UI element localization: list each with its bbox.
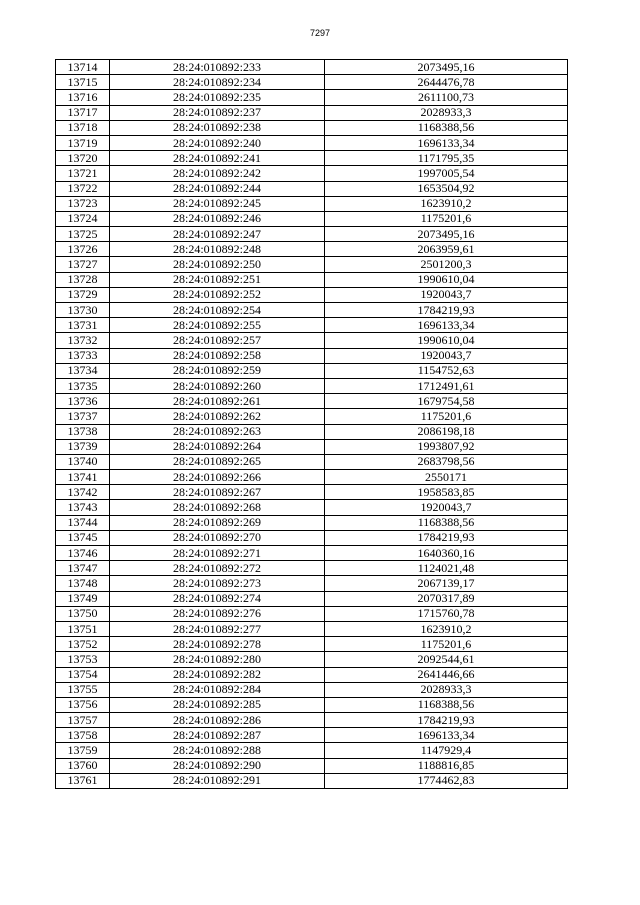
table-row bbox=[56, 409, 568, 424]
row-number-cell: 13753 bbox=[56, 652, 110, 667]
page-number: 7297 bbox=[309, 28, 331, 38]
cadastral-value-cell: 1997005,54 bbox=[325, 166, 568, 181]
row-number-cell: 13736 bbox=[56, 394, 110, 409]
table-row bbox=[56, 287, 568, 302]
cadastral-value-cell: 1715760,78 bbox=[325, 606, 568, 621]
row-number-cell: 13719 bbox=[56, 135, 110, 150]
row-number-cell: 13738 bbox=[56, 424, 110, 439]
cadastral-value-cell: 2501200,3 bbox=[325, 257, 568, 272]
cadastral-number-cell: 28:24:010892:254 bbox=[110, 303, 325, 318]
row-number-cell: 13760 bbox=[56, 758, 110, 773]
row-number-cell: 13735 bbox=[56, 378, 110, 393]
row-number-cell: 13749 bbox=[56, 591, 110, 606]
cadastral-value-cell: 1920043,7 bbox=[325, 348, 568, 363]
cadastral-number-cell: 28:24:010892:277 bbox=[110, 621, 325, 636]
row-number-cell: 13732 bbox=[56, 333, 110, 348]
table-row bbox=[56, 394, 568, 409]
row-number-cell: 13759 bbox=[56, 743, 110, 758]
row-number-cell: 13734 bbox=[56, 363, 110, 378]
table-row bbox=[56, 60, 568, 75]
cadastral-number-cell: 28:24:010892:237 bbox=[110, 105, 325, 120]
cadastral-value-cell: 1175201,6 bbox=[325, 637, 568, 652]
row-number-cell: 13717 bbox=[56, 105, 110, 120]
row-number-cell: 13744 bbox=[56, 515, 110, 530]
cadastral-number-cell: 28:24:010892:288 bbox=[110, 743, 325, 758]
table-row bbox=[56, 303, 568, 318]
table-row bbox=[56, 242, 568, 257]
cadastral-number-cell: 28:24:010892:259 bbox=[110, 363, 325, 378]
cadastral-number-cell: 28:24:010892:241 bbox=[110, 151, 325, 166]
cadastral-value-cell: 1640360,16 bbox=[325, 546, 568, 561]
table-row bbox=[56, 90, 568, 105]
table-row bbox=[56, 546, 568, 561]
row-number-cell: 13748 bbox=[56, 576, 110, 591]
row-number-cell: 13745 bbox=[56, 530, 110, 545]
cadastral-number-cell: 28:24:010892:272 bbox=[110, 561, 325, 576]
table-body bbox=[56, 60, 568, 789]
cadastral-number-cell: 28:24:010892:260 bbox=[110, 378, 325, 393]
cadastral-value-cell: 1696133,34 bbox=[325, 318, 568, 333]
table-row bbox=[56, 530, 568, 545]
cadastral-value-cell: 2028933,3 bbox=[325, 682, 568, 697]
cadastral-number-cell: 28:24:010892:248 bbox=[110, 242, 325, 257]
table-row bbox=[56, 470, 568, 485]
cadastral-value-cell: 2067139,17 bbox=[325, 576, 568, 591]
table-row bbox=[56, 333, 568, 348]
table-row bbox=[56, 257, 568, 272]
cadastral-number-cell: 28:24:010892:286 bbox=[110, 713, 325, 728]
cadastral-number-cell: 28:24:010892:291 bbox=[110, 773, 325, 788]
table-row bbox=[56, 743, 568, 758]
row-number-cell: 13751 bbox=[56, 621, 110, 636]
cadastral-value-cell: 2611100,73 bbox=[325, 90, 568, 105]
table-row bbox=[56, 454, 568, 469]
cadastral-number-cell: 28:24:010892:246 bbox=[110, 211, 325, 226]
row-number-cell: 13742 bbox=[56, 485, 110, 500]
cadastral-number-cell: 28:24:010892:251 bbox=[110, 272, 325, 287]
cadastral-number-cell: 28:24:010892:270 bbox=[110, 530, 325, 545]
table-row bbox=[56, 272, 568, 287]
table-row bbox=[56, 105, 568, 120]
cadastral-value-cell: 1774462,83 bbox=[325, 773, 568, 788]
row-number-cell: 13727 bbox=[56, 257, 110, 272]
cadastral-value-table bbox=[55, 59, 568, 789]
table-row bbox=[56, 378, 568, 393]
cadastral-value-cell: 1990610,04 bbox=[325, 333, 568, 348]
table-row bbox=[56, 773, 568, 788]
table-row bbox=[56, 637, 568, 652]
cadastral-value-cell: 1920043,7 bbox=[325, 287, 568, 302]
cadastral-value-cell: 2073495,16 bbox=[325, 227, 568, 242]
cadastral-value-cell: 1993807,92 bbox=[325, 439, 568, 454]
row-number-cell: 13758 bbox=[56, 728, 110, 743]
table-row bbox=[56, 227, 568, 242]
row-number-cell: 13718 bbox=[56, 120, 110, 135]
row-number-cell: 13724 bbox=[56, 211, 110, 226]
cadastral-value-cell: 1623910,2 bbox=[325, 196, 568, 211]
cadastral-value-cell: 2644476,78 bbox=[325, 75, 568, 90]
cadastral-number-cell: 28:24:010892:263 bbox=[110, 424, 325, 439]
cadastral-value-cell: 1168388,56 bbox=[325, 515, 568, 530]
cadastral-number-cell: 28:24:010892:284 bbox=[110, 682, 325, 697]
cadastral-value-cell: 2086198,18 bbox=[325, 424, 568, 439]
cadastral-number-cell: 28:24:010892:266 bbox=[110, 470, 325, 485]
cadastral-value-cell: 2683798,56 bbox=[325, 454, 568, 469]
cadastral-number-cell: 28:24:010892:280 bbox=[110, 652, 325, 667]
row-number-cell: 13733 bbox=[56, 348, 110, 363]
row-number-cell: 13747 bbox=[56, 561, 110, 576]
cadastral-number-cell: 28:24:010892:255 bbox=[110, 318, 325, 333]
cadastral-value-cell: 2063959,61 bbox=[325, 242, 568, 257]
cadastral-value-cell: 1784219,93 bbox=[325, 303, 568, 318]
cadastral-number-cell: 28:24:010892:278 bbox=[110, 637, 325, 652]
cadastral-value-cell: 1168388,56 bbox=[325, 697, 568, 712]
cadastral-value-cell: 1623910,2 bbox=[325, 621, 568, 636]
table-row bbox=[56, 606, 568, 621]
row-number-cell: 13714 bbox=[56, 60, 110, 75]
table-row bbox=[56, 591, 568, 606]
table-row bbox=[56, 515, 568, 530]
cadastral-number-cell: 28:24:010892:267 bbox=[110, 485, 325, 500]
cadastral-number-cell: 28:24:010892:240 bbox=[110, 135, 325, 150]
cadastral-value-cell: 2070317,89 bbox=[325, 591, 568, 606]
cadastral-value-cell: 2028933,3 bbox=[325, 105, 568, 120]
table-row bbox=[56, 75, 568, 90]
row-number-cell: 13723 bbox=[56, 196, 110, 211]
cadastral-value-cell: 1784219,93 bbox=[325, 713, 568, 728]
cadastral-number-cell: 28:24:010892:257 bbox=[110, 333, 325, 348]
cadastral-number-cell: 28:24:010892:258 bbox=[110, 348, 325, 363]
row-number-cell: 13729 bbox=[56, 287, 110, 302]
table-row bbox=[56, 439, 568, 454]
row-number-cell: 13754 bbox=[56, 667, 110, 682]
cadastral-value-cell: 2641446,66 bbox=[325, 667, 568, 682]
cadastral-number-cell: 28:24:010892:274 bbox=[110, 591, 325, 606]
table-row bbox=[56, 120, 568, 135]
row-number-cell: 13746 bbox=[56, 546, 110, 561]
row-number-cell: 13761 bbox=[56, 773, 110, 788]
table-row bbox=[56, 667, 568, 682]
row-number-cell: 13716 bbox=[56, 90, 110, 105]
row-number-cell: 13726 bbox=[56, 242, 110, 257]
table-row bbox=[56, 682, 568, 697]
row-number-cell: 13721 bbox=[56, 166, 110, 181]
table-row bbox=[56, 166, 568, 181]
cadastral-value-cell: 1696133,34 bbox=[325, 728, 568, 743]
cadastral-number-cell: 28:24:010892:290 bbox=[110, 758, 325, 773]
cadastral-value-cell: 1784219,93 bbox=[325, 530, 568, 545]
row-number-cell: 13737 bbox=[56, 409, 110, 424]
row-number-cell: 13756 bbox=[56, 697, 110, 712]
table-row bbox=[56, 485, 568, 500]
cadastral-number-cell: 28:24:010892:262 bbox=[110, 409, 325, 424]
cadastral-number-cell: 28:24:010892:282 bbox=[110, 667, 325, 682]
table-row bbox=[56, 561, 568, 576]
table-row bbox=[56, 196, 568, 211]
row-number-cell: 13740 bbox=[56, 454, 110, 469]
table-row bbox=[56, 135, 568, 150]
row-number-cell: 13752 bbox=[56, 637, 110, 652]
table-row bbox=[56, 576, 568, 591]
table-row bbox=[56, 318, 568, 333]
table-row bbox=[56, 697, 568, 712]
row-number-cell: 13728 bbox=[56, 272, 110, 287]
cadastral-number-cell: 28:24:010892:269 bbox=[110, 515, 325, 530]
row-number-cell: 13715 bbox=[56, 75, 110, 90]
cadastral-number-cell: 28:24:010892:285 bbox=[110, 697, 325, 712]
cadastral-value-cell: 1171795,35 bbox=[325, 151, 568, 166]
cadastral-number-cell: 28:24:010892:250 bbox=[110, 257, 325, 272]
cadastral-number-cell: 28:24:010892:233 bbox=[110, 60, 325, 75]
table-row bbox=[56, 500, 568, 515]
row-number-cell: 13741 bbox=[56, 470, 110, 485]
cadastral-value-cell: 1175201,6 bbox=[325, 211, 568, 226]
row-number-cell: 13725 bbox=[56, 227, 110, 242]
cadastral-number-cell: 28:24:010892:271 bbox=[110, 546, 325, 561]
table-row bbox=[56, 151, 568, 166]
row-number-cell: 13722 bbox=[56, 181, 110, 196]
cadastral-value-cell: 1920043,7 bbox=[325, 500, 568, 515]
cadastral-number-cell: 28:24:010892:244 bbox=[110, 181, 325, 196]
cadastral-value-cell: 1958583,85 bbox=[325, 485, 568, 500]
cadastral-value-cell: 2092544,61 bbox=[325, 652, 568, 667]
table-row bbox=[56, 621, 568, 636]
cadastral-number-cell: 28:24:010892:238 bbox=[110, 120, 325, 135]
table-row bbox=[56, 652, 568, 667]
table-row bbox=[56, 363, 568, 378]
cadastral-number-cell: 28:24:010892:235 bbox=[110, 90, 325, 105]
cadastral-value-cell: 1124021,48 bbox=[325, 561, 568, 576]
row-number-cell: 13743 bbox=[56, 500, 110, 515]
cadastral-value-cell: 1696133,34 bbox=[325, 135, 568, 150]
row-number-cell: 13750 bbox=[56, 606, 110, 621]
cadastral-value-cell: 1679754,58 bbox=[325, 394, 568, 409]
table-row bbox=[56, 424, 568, 439]
cadastral-value-cell: 2073495,16 bbox=[325, 60, 568, 75]
cadastral-number-cell: 28:24:010892:265 bbox=[110, 454, 325, 469]
cadastral-number-cell: 28:24:010892:234 bbox=[110, 75, 325, 90]
row-number-cell: 13720 bbox=[56, 151, 110, 166]
cadastral-number-cell: 28:24:010892:245 bbox=[110, 196, 325, 211]
cadastral-number-cell: 28:24:010892:276 bbox=[110, 606, 325, 621]
cadastral-value-cell: 1175201,6 bbox=[325, 409, 568, 424]
cadastral-value-cell: 1653504,92 bbox=[325, 181, 568, 196]
table-row bbox=[56, 348, 568, 363]
cadastral-number-cell: 28:24:010892:287 bbox=[110, 728, 325, 743]
cadastral-value-cell: 1712491,61 bbox=[325, 378, 568, 393]
cadastral-value-cell: 1168388,56 bbox=[325, 120, 568, 135]
table-row bbox=[56, 211, 568, 226]
row-number-cell: 13730 bbox=[56, 303, 110, 318]
row-number-cell: 13731 bbox=[56, 318, 110, 333]
cadastral-value-cell: 1188816,85 bbox=[325, 758, 568, 773]
cadastral-value-cell: 2550171 bbox=[325, 470, 568, 485]
cadastral-number-cell: 28:24:010892:252 bbox=[110, 287, 325, 302]
cadastral-number-cell: 28:24:010892:242 bbox=[110, 166, 325, 181]
cadastral-number-cell: 28:24:010892:247 bbox=[110, 227, 325, 242]
row-number-cell: 13757 bbox=[56, 713, 110, 728]
cadastral-value-cell: 1147929,4 bbox=[325, 743, 568, 758]
cadastral-number-cell: 28:24:010892:261 bbox=[110, 394, 325, 409]
table-row bbox=[56, 758, 568, 773]
row-number-cell: 13739 bbox=[56, 439, 110, 454]
cadastral-number-cell: 28:24:010892:268 bbox=[110, 500, 325, 515]
table-row bbox=[56, 181, 568, 196]
cadastral-number-cell: 28:24:010892:273 bbox=[110, 576, 325, 591]
row-number-cell: 13755 bbox=[56, 682, 110, 697]
table-row bbox=[56, 713, 568, 728]
cadastral-value-cell: 1154752,63 bbox=[325, 363, 568, 378]
table-row bbox=[56, 728, 568, 743]
cadastral-number-cell: 28:24:010892:264 bbox=[110, 439, 325, 454]
cadastral-value-cell: 1990610,04 bbox=[325, 272, 568, 287]
